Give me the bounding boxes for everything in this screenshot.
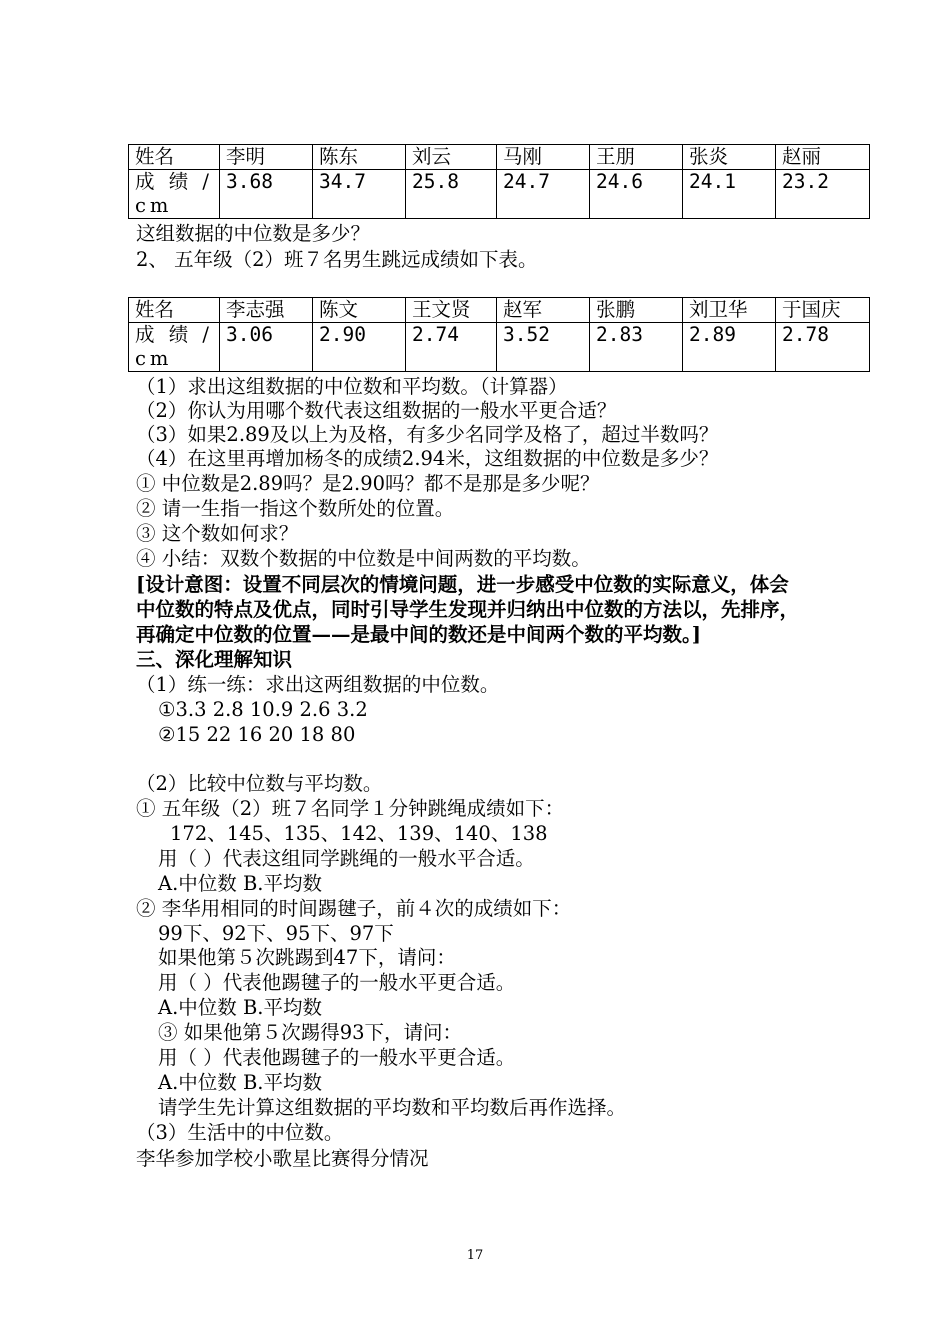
- score-table-2: [128, 297, 870, 372]
- table-cell: 2.89: [683, 323, 776, 372]
- table-header-cell: 刘卫华: [683, 298, 776, 323]
- table-header-cell: 赵丽: [776, 145, 870, 170]
- compare-case-1-options: A.中位数 B.平均数: [158, 872, 323, 895]
- compare-case-2-condition: 如果他第５次跳踢到47下，请问：: [158, 946, 456, 969]
- section-heading-3: 三、深化理解知识: [136, 648, 293, 671]
- compare-heading: （2）比较中位数与平均数。: [136, 772, 383, 795]
- practice-data-2: ②15 22 16 20 18 80: [158, 723, 356, 746]
- table-row: [129, 323, 870, 372]
- compare-case-3: ③ 如果他第５次踢得93下，请问：: [158, 1021, 463, 1044]
- table-cell: 34.7: [313, 170, 406, 219]
- compare-note: 请学生先计算这组数据的平均数和平均数后再作选择。: [158, 1096, 627, 1119]
- table-header-cell: 王文贤: [406, 298, 497, 323]
- table-header-cell: 刘云: [406, 145, 497, 170]
- table-header-cell: 张鹏: [590, 298, 683, 323]
- table-cell: 2.83: [590, 323, 683, 372]
- design-intent-line-2: 中位数的特点及优点，同时引导学生发现并归纳出中位数的方法以，先排序，: [136, 598, 800, 621]
- page-number: 17: [466, 1248, 484, 1263]
- circle-point-1: ① 中位数是2.89吗？是2.90吗？都不是那是多少呢？: [136, 472, 600, 495]
- table-header-cell: 马刚: [497, 145, 590, 170]
- design-intent-line-1: [设计意图：设置不同层次的情境问题，进一步感受中位数的实际意义，体会: [136, 573, 789, 596]
- table-cell: 25.8: [406, 170, 497, 219]
- sub-question-2: （2）你认为用哪个数代表这组数据的一般水平更合适？: [136, 399, 617, 422]
- table-header-cell: 陈文: [313, 298, 406, 323]
- compare-case-3-question: 用（ ）代表他踢毽子的一般水平更合适。: [158, 1046, 516, 1069]
- table-cell: 23.2: [776, 170, 870, 219]
- score-table-1: [128, 144, 870, 219]
- row-label: 成 绩 / cm: [129, 170, 220, 219]
- compare-case-2: ② 李华用相同的时间踢毽子，前４次的成绩如下：: [136, 897, 572, 920]
- sub-question-1: （1）求出这组数据的中位数和平均数。（计算器）: [136, 375, 568, 398]
- compare-case-3-options: A.中位数 B.平均数: [158, 1071, 323, 1094]
- practice-data-1: ①3.3 2.8 10.9 2.6 3.2: [158, 698, 368, 721]
- table-cell: 2.90: [313, 323, 406, 372]
- compare-case-1: ① 五年级（2）班７名同学１分钟跳绳成绩如下：: [136, 797, 565, 820]
- question-median: 这组数据的中位数是多少？: [136, 222, 371, 245]
- circle-point-2: ② 请一生指一指这个数所处的位置。: [136, 497, 455, 520]
- practice-heading: （1）练一练：求出这两组数据的中位数。: [136, 673, 500, 696]
- compare-case-2-data: 99下、92下、95下、97下: [158, 922, 394, 945]
- row-label: 成 绩 / cm: [129, 323, 220, 372]
- table-cell: 24.7: [497, 170, 590, 219]
- table-header-cell: 于国庆: [776, 298, 870, 323]
- circle-point-3: ③ 这个数如何求？: [136, 522, 299, 545]
- table-cell: 3.52: [497, 323, 590, 372]
- table-header-cell: 赵军: [497, 298, 590, 323]
- table-header-cell: 姓名: [129, 145, 220, 170]
- table-cell: 3.68: [220, 170, 313, 219]
- table-header-cell: 陈东: [313, 145, 406, 170]
- table-header-row: [129, 145, 870, 170]
- table-cell: 24.1: [683, 170, 776, 219]
- table-cell: 3.06: [220, 323, 313, 372]
- compare-case-2-options: A.中位数 B.平均数: [158, 996, 323, 1019]
- life-median-description: 李华参加学校小歌星比赛得分情况: [136, 1147, 429, 1170]
- table-cell: 2.78: [776, 323, 870, 372]
- sub-question-3: （3）如果2.89及以上为及格，有多少名同学及格了，超过半数吗？: [136, 423, 719, 446]
- table-cell: 2.74: [406, 323, 497, 372]
- table-header-cell: 张炎: [683, 145, 776, 170]
- table-header-cell: 姓名: [129, 298, 220, 323]
- compare-case-2-question: 用（ ）代表他踢毽子的一般水平更合适。: [158, 971, 516, 994]
- sub-question-4: （4）在这里再增加杨冬的成绩2.94米，这组数据的中位数是多少？: [136, 447, 719, 470]
- life-median-heading: （3）生活中的中位数。: [136, 1121, 344, 1144]
- compare-case-1-question: 用（ ）代表这组同学跳绳的一般水平合适。: [158, 847, 535, 870]
- table-header-cell: 李志强: [220, 298, 313, 323]
- compare-case-1-data: 172、145、135、142、139、140、138: [170, 822, 548, 845]
- circle-point-4: ④ 小结：双数个数据的中位数是中间两数的平均数。: [136, 547, 591, 570]
- table-cell: 24.6: [590, 170, 683, 219]
- design-intent-line-3: 再确定中位数的位置——是最中间的数还是中间两个数的平均数。]: [136, 623, 701, 646]
- table-header-row: [129, 298, 870, 323]
- item-2-heading: 2、 五年级（2）班７名男生跳远成绩如下表。: [136, 248, 538, 271]
- table-row: [129, 170, 870, 219]
- table-header-cell: 王朋: [590, 145, 683, 170]
- table-header-cell: 李明: [220, 145, 313, 170]
